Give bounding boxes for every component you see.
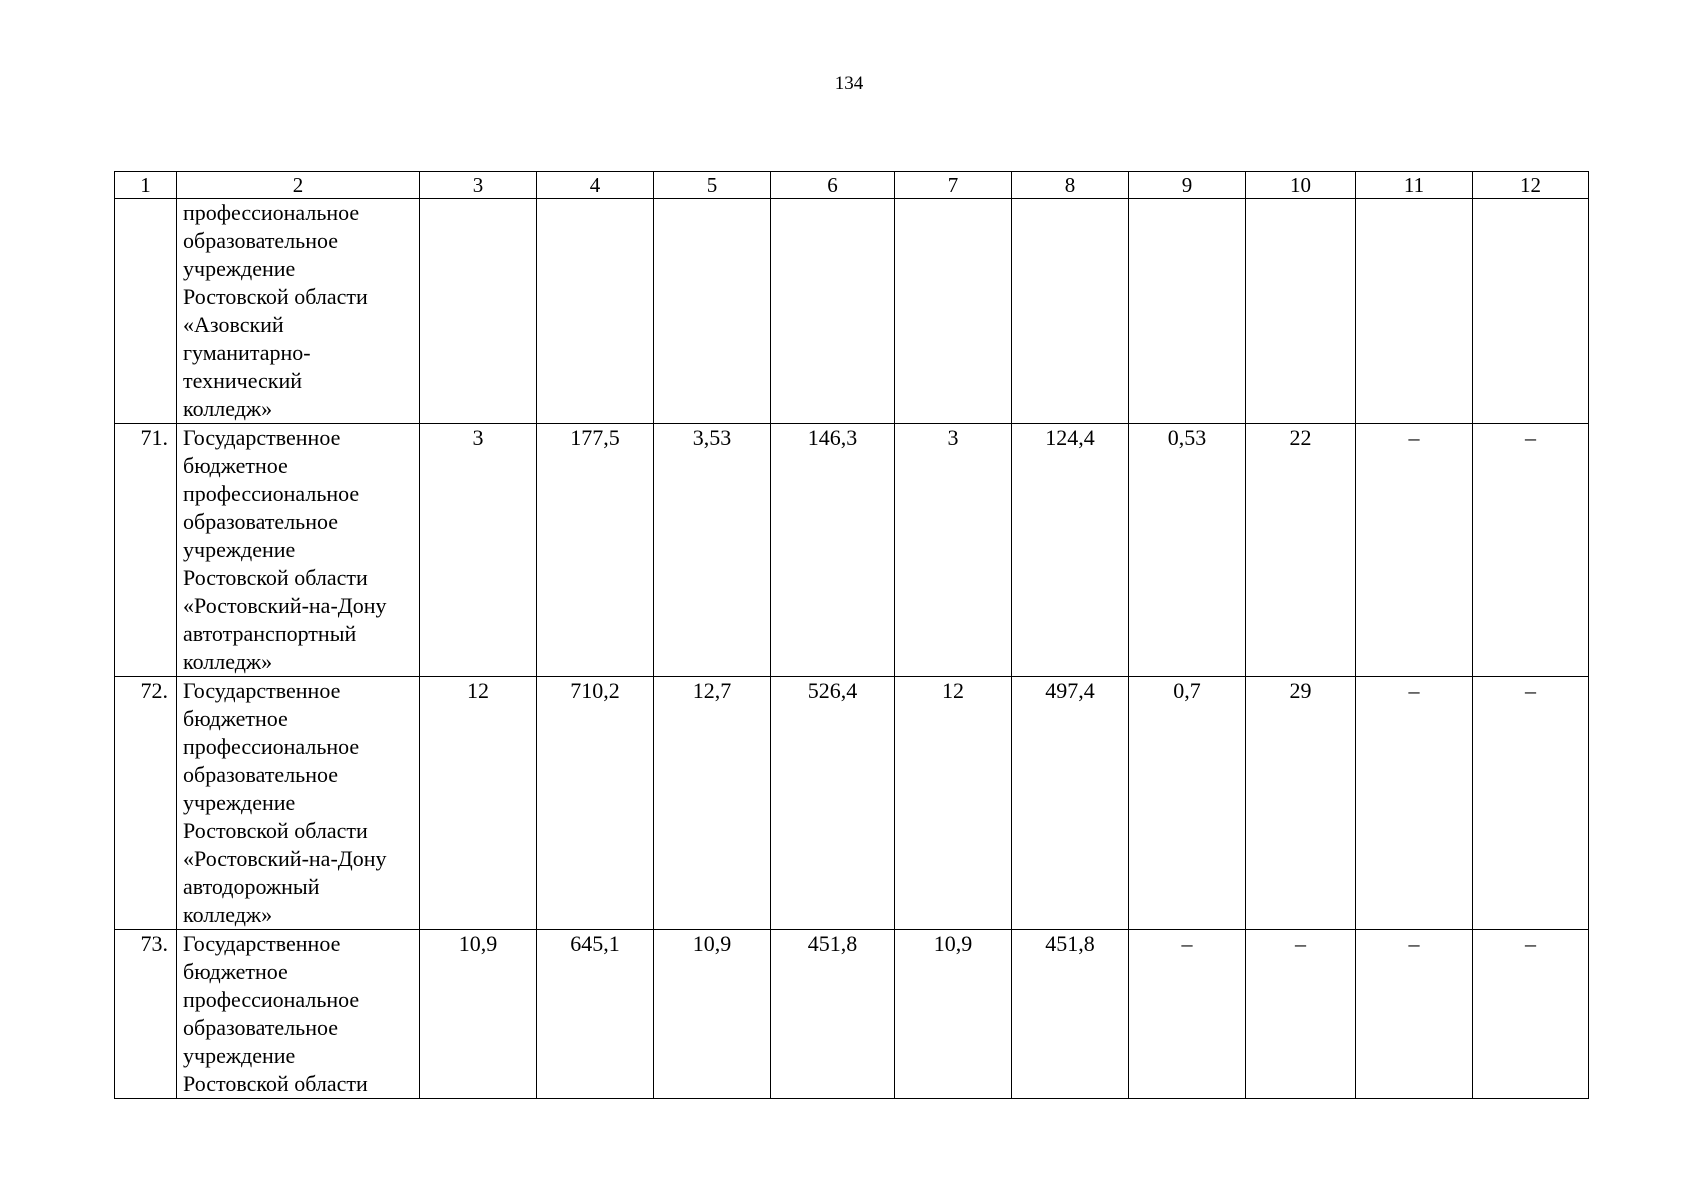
value-cell: 177,5 [537, 424, 654, 677]
value-cell [1473, 199, 1589, 424]
value-cell: 3 [895, 424, 1012, 677]
value-cell: – [1473, 424, 1589, 677]
table-header-row [115, 172, 1589, 199]
value-cell: 710,2 [537, 677, 654, 930]
value-cell: 12 [420, 677, 537, 930]
value-cell: 29 [1246, 677, 1356, 930]
column-header: 5 [654, 172, 771, 199]
value-cell: 124,4 [1012, 424, 1129, 677]
value-cell: 3 [420, 424, 537, 677]
value-cell: 22 [1246, 424, 1356, 677]
value-cell [1246, 199, 1356, 424]
value-cell: 3,53 [654, 424, 771, 677]
institution-name: Государственное бюджетное профессиональное образовательное учреждение Ростовской области «Ростовский-на-Дону автотранспортный колледж» [177, 424, 420, 677]
value-cell: 451,8 [1012, 930, 1129, 1099]
value-cell: 526,4 [771, 677, 895, 930]
table-row [115, 930, 1589, 1099]
value-cell: 0,53 [1129, 424, 1246, 677]
column-header: 2 [177, 172, 420, 199]
value-cell: 12 [895, 677, 1012, 930]
value-cell [1356, 199, 1473, 424]
value-cell: – [1129, 930, 1246, 1099]
data-table [114, 171, 1589, 1099]
table-row [115, 677, 1589, 930]
value-cell [895, 199, 1012, 424]
value-cell: – [1356, 677, 1473, 930]
value-cell: – [1356, 424, 1473, 677]
value-cell [771, 199, 895, 424]
value-cell [1012, 199, 1129, 424]
value-cell: 146,3 [771, 424, 895, 677]
value-cell: 12,7 [654, 677, 771, 930]
value-cell [1129, 199, 1246, 424]
value-cell: – [1356, 930, 1473, 1099]
value-cell [654, 199, 771, 424]
column-header: 8 [1012, 172, 1129, 199]
row-index: 71. [115, 424, 177, 677]
column-header: 3 [420, 172, 537, 199]
institution-name: Государственное бюджетное профессиональное образовательное учреждение Ростовской области [177, 930, 420, 1099]
column-header: 6 [771, 172, 895, 199]
value-cell: – [1473, 677, 1589, 930]
value-cell: – [1246, 930, 1356, 1099]
column-header: 1 [115, 172, 177, 199]
page-number: 134 [834, 73, 864, 94]
value-cell: – [1473, 930, 1589, 1099]
value-cell: 497,4 [1012, 677, 1129, 930]
column-header: 11 [1356, 172, 1473, 199]
value-cell: 451,8 [771, 930, 895, 1099]
value-cell: 10,9 [895, 930, 1012, 1099]
value-cell: 0,7 [1129, 677, 1246, 930]
table-row [115, 199, 1589, 424]
value-cell [420, 199, 537, 424]
value-cell: 645,1 [537, 930, 654, 1099]
column-header: 7 [895, 172, 1012, 199]
value-cell [537, 199, 654, 424]
institution-name: Государственное бюджетное профессиональное образовательное учреждение Ростовской области «Ростовский-на-Дону автодорожный колледж» [177, 677, 420, 930]
column-header: 9 [1129, 172, 1246, 199]
column-header: 10 [1246, 172, 1356, 199]
column-header: 12 [1473, 172, 1589, 199]
column-header: 4 [537, 172, 654, 199]
value-cell: 10,9 [654, 930, 771, 1099]
row-index: 72. [115, 677, 177, 930]
row-index: 73. [115, 930, 177, 1099]
table-row [115, 424, 1589, 677]
row-index [115, 199, 177, 424]
institution-name: профессиональное образовательное учреждение Ростовской области «Азовский гуманитарно- технический колледж» [177, 199, 420, 424]
value-cell: 10,9 [420, 930, 537, 1099]
